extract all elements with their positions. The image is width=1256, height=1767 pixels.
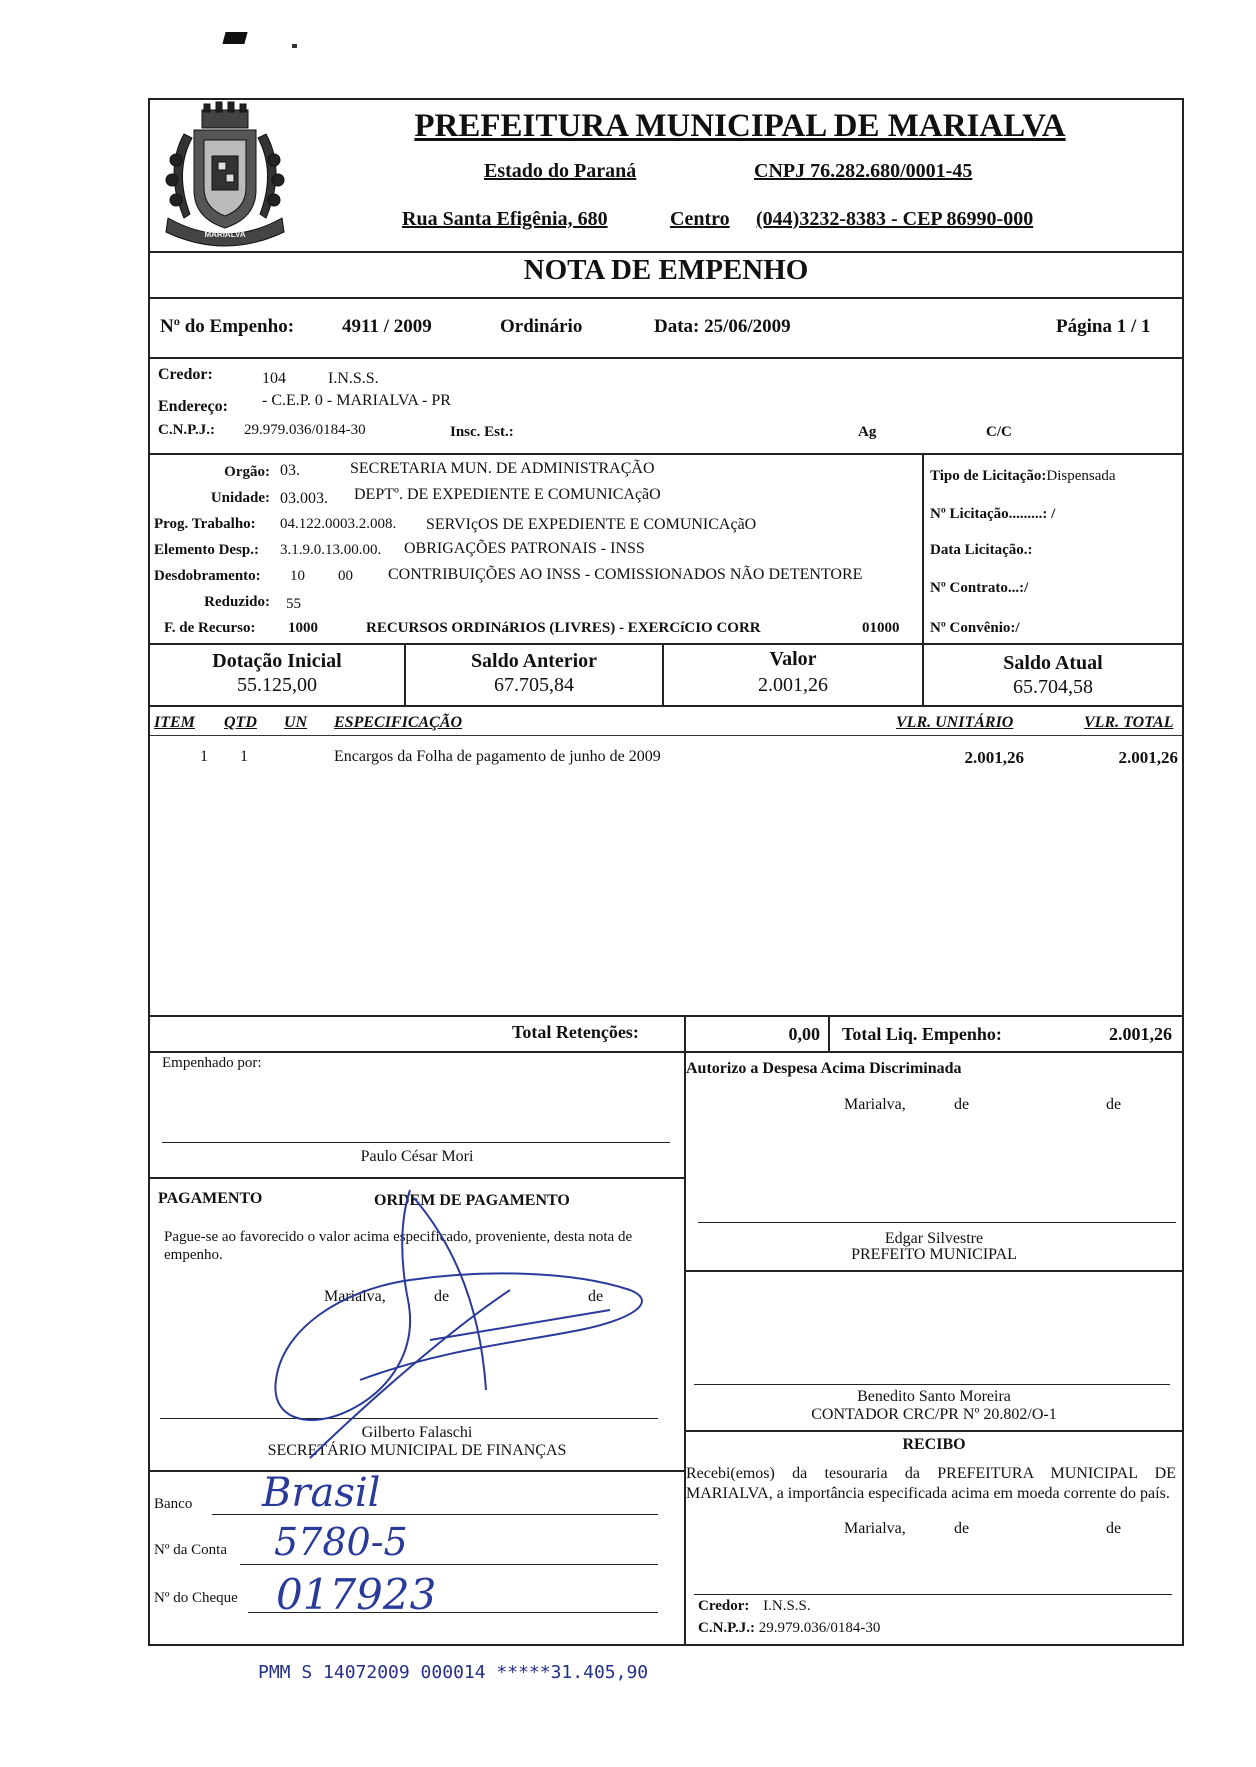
licitacao-tipo-value: Dispensada — [1046, 468, 1116, 484]
cheque-label: Nº do Cheque — [154, 1590, 238, 1606]
cheque-handwritten: 017923 — [276, 1570, 437, 1619]
col-unit: VLR. UNITÁRIO — [896, 714, 1014, 731]
recurso-desc: RECURSOS ORDINáRIOS (LIVRES) - EXERCíCIO CORR — [366, 620, 761, 636]
liq-value: 2.001,26 — [1109, 1024, 1172, 1044]
rule — [148, 357, 1184, 359]
credor-code: 104 — [262, 370, 286, 387]
header-cnpj: CNPJ 76.282.680/0001-45 — [754, 160, 973, 182]
rule — [148, 453, 1184, 455]
dotacao-label: Dotação Inicial — [212, 650, 342, 672]
rule — [828, 1015, 830, 1051]
secretario-role: SECRETÁRIO MUNICIPAL DE FINANÇAS — [267, 1442, 567, 1459]
valor-label: Valor — [769, 648, 817, 670]
pagamento-text: Pague-se ao favorecido o valor acima especificado, proveniente, desta nota de empenho. — [164, 1229, 633, 1263]
header-title: PREFEITURA MUNICIPAL DE MARIALVA — [414, 108, 1066, 144]
credor-name: I.N.S.S. — [328, 370, 379, 387]
empenhado-label: Empenhado por: — [162, 1055, 262, 1071]
licitacao-tipo-label: Tipo de Licitação: — [930, 468, 1047, 484]
rule — [684, 1051, 686, 1646]
unidade-label: Unidade: — [210, 490, 270, 506]
credor-cnpj: 29.979.036/0184-30 — [244, 422, 366, 438]
header-state: Estado do Paraná — [484, 160, 637, 182]
licitacao-convenio: Nº Convênio:/ — [930, 620, 1020, 636]
recibo-de1: de — [954, 1520, 970, 1537]
rule — [150, 735, 1182, 736]
orgao-label: Orgão: — [224, 464, 270, 480]
rule — [148, 705, 1184, 707]
prog-label: Prog. Trabalho: — [154, 516, 256, 532]
prog-code: 04.122.0003.2.008. — [280, 516, 397, 532]
col-un: UN — [284, 714, 308, 731]
contador-role: CONTADOR CRC/PR Nº 20.802/O-1 — [811, 1406, 1057, 1423]
autorizo-label: Autorizo a Despesa Acima Discriminada — [686, 1060, 962, 1077]
licitacao-contrato: Nº Contrato...:/ — [930, 580, 1029, 596]
desd-desc: CONTRIBUIÇÕES AO INSS - COMISSIONADOS NÃO DETENTORE — [388, 566, 863, 583]
col-espec: ESPECIFICAÇÃO — [334, 714, 463, 731]
credor-label: Credor: — [158, 366, 213, 383]
col-item: ITEM — [154, 714, 195, 731]
rule — [684, 1015, 686, 1051]
ag-label: Ag — [858, 424, 877, 440]
elem-desc: OBRIGAÇÕES PATRONAIS - INSS — [404, 540, 645, 557]
pagamento-de1: de — [434, 1288, 450, 1305]
coat-of-arms-logo — [154, 100, 296, 250]
orgao-code: 03. — [280, 462, 300, 479]
col-total: VLR. TOTAL — [1084, 714, 1174, 731]
autorizo-de2: de — [1106, 1096, 1122, 1113]
pagamento-de2: de — [588, 1288, 604, 1305]
empenhado-name: Paulo César Mori — [360, 1148, 474, 1165]
insc-label: Insc. Est.: — [450, 424, 514, 440]
recibo-credor-value: I.N.S.S. — [763, 1598, 811, 1614]
recibo-de2: de — [1106, 1520, 1122, 1537]
retencoes-value: 0,00 — [788, 1024, 820, 1044]
unidade-code: 03.003. — [280, 490, 328, 507]
rule — [922, 453, 924, 643]
row-espec: Encargos da Folha de pagamento de junho de 2009 — [334, 748, 661, 765]
licitacao-tipo — [930, 468, 1116, 485]
contador-name: Benedito Santo Moreira — [857, 1388, 1011, 1405]
ordem-label: ORDEM DE PAGAMENTO — [374, 1192, 570, 1209]
recibo-credor-label: Credor: — [698, 1598, 750, 1614]
signature-line — [694, 1384, 1170, 1385]
elem-label: Elemento Desp.: — [154, 542, 259, 558]
autorizo-city: Marialva, — [844, 1096, 906, 1113]
banco-handwritten: Brasil — [262, 1470, 381, 1516]
prefeito-name: Edgar Silvestre — [884, 1230, 984, 1247]
desd-label: Desdobramento: — [154, 568, 261, 584]
row-unit: 2.001,26 — [964, 748, 1024, 767]
conta-handwritten: 5780-5 — [274, 1520, 408, 1564]
rule — [148, 1015, 1184, 1017]
bank-stamp: PMM S 14072009 000014 *****31.405,90 — [258, 1662, 649, 1683]
recibo-cnpj-value: 29.979.036/0184-30 — [758, 1620, 881, 1636]
signature-line — [698, 1222, 1176, 1223]
signature-line — [162, 1142, 670, 1143]
empenho-number: 4911 / 2009 — [342, 316, 432, 337]
credor-address: - C.E.P. 0 - MARIALVA - PR — [262, 392, 451, 409]
reduz-label: Reduzido: — [204, 594, 270, 610]
recurso-label: F. de Recurso: — [164, 620, 256, 636]
elem-code: 3.1.9.0.13.00.00. — [280, 542, 382, 558]
rule — [148, 643, 1184, 645]
rule — [148, 297, 1184, 299]
recibo-label: RECIBO — [902, 1436, 966, 1453]
reduz-code: 55 — [286, 596, 301, 612]
conta-label: Nº da Conta — [154, 1542, 227, 1558]
recibo-cnpj — [698, 1620, 880, 1637]
empenho-date: Data: 25/06/2009 — [654, 316, 791, 337]
endereco-label: Endereço: — [158, 398, 228, 415]
cc-label: C/C — [986, 424, 1012, 440]
recurso-code2: 01000 — [862, 620, 900, 636]
orgao-desc: SECRETARIA MUN. DE ADMINISTRAÇÃO — [350, 460, 655, 477]
licitacao-data: Data Licitação.: — [930, 542, 1033, 558]
licitacao-numero: Nº Licitação.........: / — [930, 506, 1056, 522]
autorizo-de1: de — [954, 1096, 970, 1113]
secretario-name: Gilberto Falaschi — [361, 1424, 473, 1441]
dotacao-value: 55.125,00 — [237, 674, 317, 696]
anterior-label: Saldo Anterior — [470, 650, 598, 672]
rule — [148, 1177, 684, 1179]
col-qtd: QTD — [224, 714, 257, 731]
row-total: 2.001,26 — [1118, 748, 1178, 767]
handwritten-signature — [250, 1180, 670, 1460]
row-qtd: 1 — [240, 748, 248, 765]
liq-label: Total Liq. Empenho: — [842, 1024, 1002, 1044]
svg-text:MARIALVA: MARIALVA — [204, 230, 246, 239]
header-district: Centro — [670, 208, 730, 230]
page-number: Página 1 / 1 — [1056, 316, 1151, 337]
desd-code1: 10 — [290, 568, 305, 584]
scan-mark — [222, 32, 247, 44]
atual-value: 65.704,58 — [1013, 676, 1093, 698]
unidade-desc: DEPTº. DE EXPEDIENTE E COMUNICAçãO — [354, 486, 661, 503]
scan-mark-dot — [292, 44, 297, 48]
recibo-city: Marialva, — [844, 1520, 906, 1537]
empenho-type: Ordinário — [500, 316, 583, 337]
rule — [148, 251, 1184, 253]
retencoes-label: Total Retenções: — [512, 1022, 639, 1042]
recibo-text: Recebi(emos) da tesouraria da PREFEITURA MUNICIPAL DE MARIALVA, a importância especificada acima em moeda corrente do país. — [686, 1465, 1176, 1502]
rule — [148, 1051, 1184, 1053]
pagamento-label: PAGAMENTO — [158, 1190, 263, 1207]
document-title: NOTA DE EMPENHO — [523, 254, 809, 286]
prog-desc: SERVIçOS DE EXPEDIENTE E COMUNICAçãO — [426, 516, 757, 533]
rule — [684, 1430, 1184, 1432]
cnpj-label: C.N.P.J.: — [158, 422, 215, 438]
rule — [684, 1270, 1184, 1272]
valor-value: 2.001,26 — [758, 674, 828, 696]
recurso-code: 1000 — [288, 620, 318, 636]
conta-line — [240, 1564, 658, 1565]
pagamento-city: Marialva, — [324, 1288, 386, 1305]
recibo-credor — [698, 1598, 811, 1615]
header-phone-cep: (044)3232-8383 - CEP 86990-000 — [756, 208, 1034, 230]
header-address: Rua Santa Efigênia, 680 — [402, 208, 608, 230]
rule — [148, 1470, 684, 1472]
signature-line — [694, 1594, 1172, 1595]
atual-label: Saldo Atual — [1003, 652, 1103, 674]
banco-label: Banco — [154, 1496, 193, 1512]
prefeito-role: PREFEITO MUNICIPAL — [851, 1246, 1017, 1263]
recibo-cnpj-label: C.N.P.J.: — [698, 1620, 755, 1636]
anterior-value: 67.705,84 — [494, 674, 574, 696]
desd-code2: 00 — [338, 568, 353, 584]
row-item: 1 — [200, 748, 208, 765]
empenho-label: Nº do Empenho: — [160, 316, 295, 337]
